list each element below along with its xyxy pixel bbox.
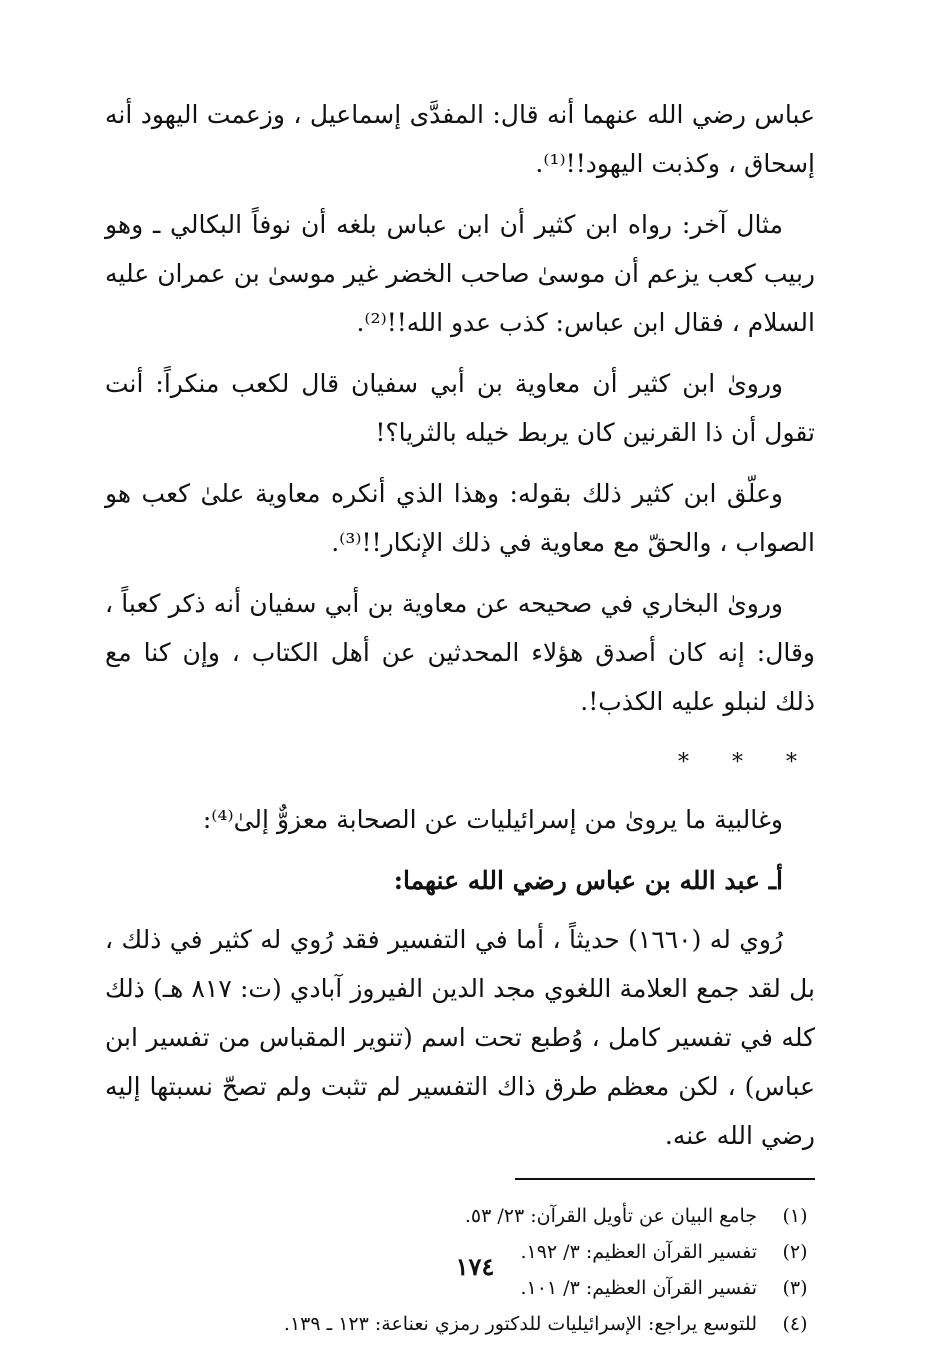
footnote-text: جامع البيان عن تأويل القرآن: ٢٣/ ٥٣.	[464, 1205, 757, 1227]
page-content	[105, 90, 815, 1342]
paragraph-1: عباس رضي الله عنهما أنه قال: المفدَّى إسماعيل ، وزعمت اليهود أنه إسحاق ، وكذبت اليهود!!⁽¹⁾.	[105, 100, 815, 178]
footnote-1	[105, 1198, 815, 1234]
footnote-divider	[515, 1178, 815, 1180]
footnote-number: (٣)	[782, 1277, 808, 1299]
footnote-number: (٤)	[782, 1313, 808, 1335]
paragraph-6: رُوي له (١٦٦٠) حديثاً ، أما في التفسير فقد رُوي له كثير في ذلك ، بل لقد جمع العلامة اللغوي مجد الدين الفيروز آبادي (ت: ٨١٧ هـ) ذلك كله في تفسير كامل ، وُطبع تحت اسم (تنوير المقباس من تفسير ابن عباس) ، لكن معظم طرق ذاك التفسير لم تثبت ولم تصحّ نسبتها إليه رضي الله عنه.	[105, 925, 815, 1150]
footnote-text: للتوسع يراجع: الإسرائيليات للدكتور رمزي نعناعة: ١٢٣ ـ ١٣٩.	[283, 1313, 757, 1335]
footnote-text: تفسير القرآن العظيم: ٣/ ١٠١.	[520, 1277, 757, 1299]
paragraph-2: مثال آخر: رواه ابن كثير أن ابن عباس بلغه أن نوفاً البكالي ـ وهو ربيب كعب يزعم أن موسىٰ صاحب الخضر غير موسىٰ بن عمران عليه السلام ، فقال ابن عباس: كذب عدو الله!!⁽²⁾.	[105, 210, 815, 337]
footnote-number: (٢)	[782, 1241, 808, 1263]
paragraph-4: وعلّق ابن كثير ذلك بقوله: وهذا الذي أنكره معاوية علىٰ كعب هو الصواب ، والحقّ مع معاوية في ذلك الإنكار!!⁽³⁾.	[105, 479, 815, 557]
section-heading: أـ عبد الله بن عباس رضي الله عنهما:	[393, 866, 783, 895]
section-separator: * * *	[678, 750, 815, 775]
paragraph-5: ورویٰ البخاري في صحيحه عن معاوية بن أبي سفيان أنه ذكر كعباً ، وقال: إنه كان أصدق هؤلاء المحدثين عن أهل الكتاب ، وإن كنا مع ذلك لنبلو عليه الكذب!.	[105, 589, 815, 716]
footnote-4	[105, 1306, 815, 1342]
footnote-text: تفسير القرآن العظيم: ٣/ ١٩٢.	[520, 1241, 757, 1263]
paragraph-3: ورویٰ ابن كثير أن معاوية بن أبي سفيان قال لكعب منكراً: أنت تقول أن ذا القرنين كان يربط خيله بالثريا؟!	[105, 369, 815, 447]
page-number: ١٧٤	[455, 1252, 495, 1281]
main-text	[105, 90, 815, 1160]
footnote-number: (١)	[782, 1205, 808, 1227]
intro-line: وغالبية ما يرویٰ من إسرائيليات عن الصحابة معزوٌّ إلىٰ⁽⁴⁾:	[202, 805, 783, 834]
